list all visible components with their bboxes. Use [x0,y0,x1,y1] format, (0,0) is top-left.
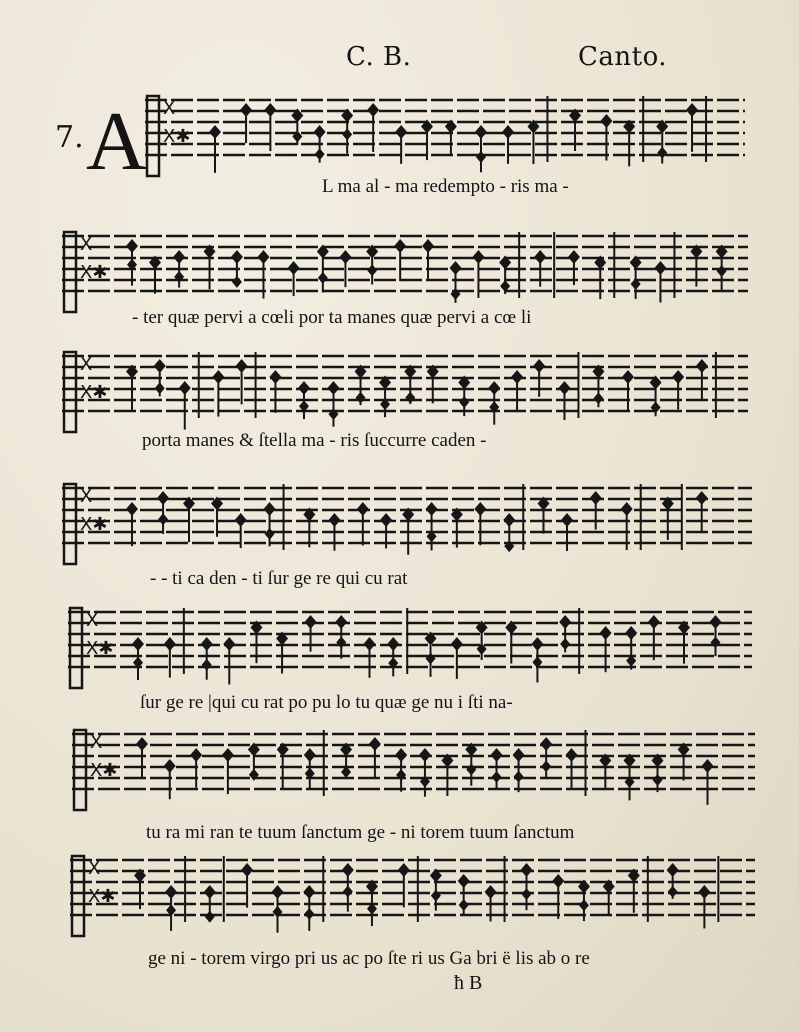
clef-sign: X✱ [80,514,108,535]
note-head [459,899,469,911]
clef-sign [74,730,86,810]
note-head [560,638,570,650]
note-head [426,652,436,664]
clef-sign: X✱ [86,638,114,659]
note-head [431,890,441,902]
note-head [336,636,346,648]
note-head [155,382,165,394]
signature-mark: ħ B [454,972,483,994]
note-head [205,911,215,923]
clef-sign: X [80,234,93,255]
note-head [459,396,469,408]
clef-sign [147,96,159,176]
clef-sign [64,352,76,432]
staff-notation [0,852,799,942]
note-head [717,265,727,277]
piece-number: 7. [55,120,84,155]
clef-sign: X [88,858,101,879]
note-head [521,888,531,900]
note-head [405,392,415,404]
note-head [396,769,406,781]
note-head [356,392,366,404]
note-head [710,636,720,648]
clef-sign [72,856,84,936]
note-head [232,276,242,288]
note-head [579,899,589,911]
lyric-line-2: - ter quæ pervi a cœli por ta manes quæ pervi a cœ li [132,307,532,328]
staff-notation [0,228,799,318]
clef-sign: X✱ [90,760,118,781]
clef-sign: X✱ [80,262,108,283]
note-head [593,392,603,404]
lyric-line-3: porta manes & ſtella ma - ris ſuccurre caden - [142,430,487,451]
clef-sign: X [90,732,103,753]
note-head [367,264,377,276]
note-head [342,128,352,140]
note-head [668,886,678,898]
note-head [202,659,212,671]
note-head [158,513,168,525]
note-head [343,886,353,898]
staff-notation [0,348,799,438]
note-head [315,148,325,160]
note-head [476,151,486,163]
clef-sign: X [163,98,176,119]
clef-sign: X✱ [88,886,116,907]
lyric-line-5: ſur ge re |qui cu rat po pu lo tu quæ ge nu i ſti na- [140,692,513,713]
note-head [653,774,663,786]
staff-notation [0,726,799,816]
note-head [492,771,502,783]
note-head [265,528,275,540]
lyric-line-1: L ma al - ma redempto - ris ma - [322,176,569,197]
lyric-line-4: - - ti ca den - ti ſur ge re qui cu rat [150,568,408,589]
lyric-line-7: ge ni - torem virgo pri us ac po ſte ri us Ga bri ë lis ab o re [148,948,590,969]
clef-sign: X✱ [163,126,191,147]
clef-sign [70,608,82,688]
note-head [657,147,667,159]
decorated-initial: A [86,95,147,188]
clef-sign [64,484,76,564]
staff-notation [0,480,799,570]
clef-sign: X [80,486,93,507]
header-left: C. B. [346,42,412,72]
header-right-voice: Canto. [578,42,668,72]
note-head [304,908,314,920]
lyric-line-6: tu ra mi ran te tuum ſanctum ge - ni torem tuum ſanctum [146,822,575,843]
note-head [514,771,524,783]
clef-sign: X✱ [80,382,108,403]
clef-sign [64,232,76,312]
note-head [541,760,551,772]
note-head [318,272,328,284]
note-head [466,763,476,775]
clef-sign: X [80,354,93,375]
clef-sign: X [86,610,99,631]
staff-notation [0,604,799,694]
